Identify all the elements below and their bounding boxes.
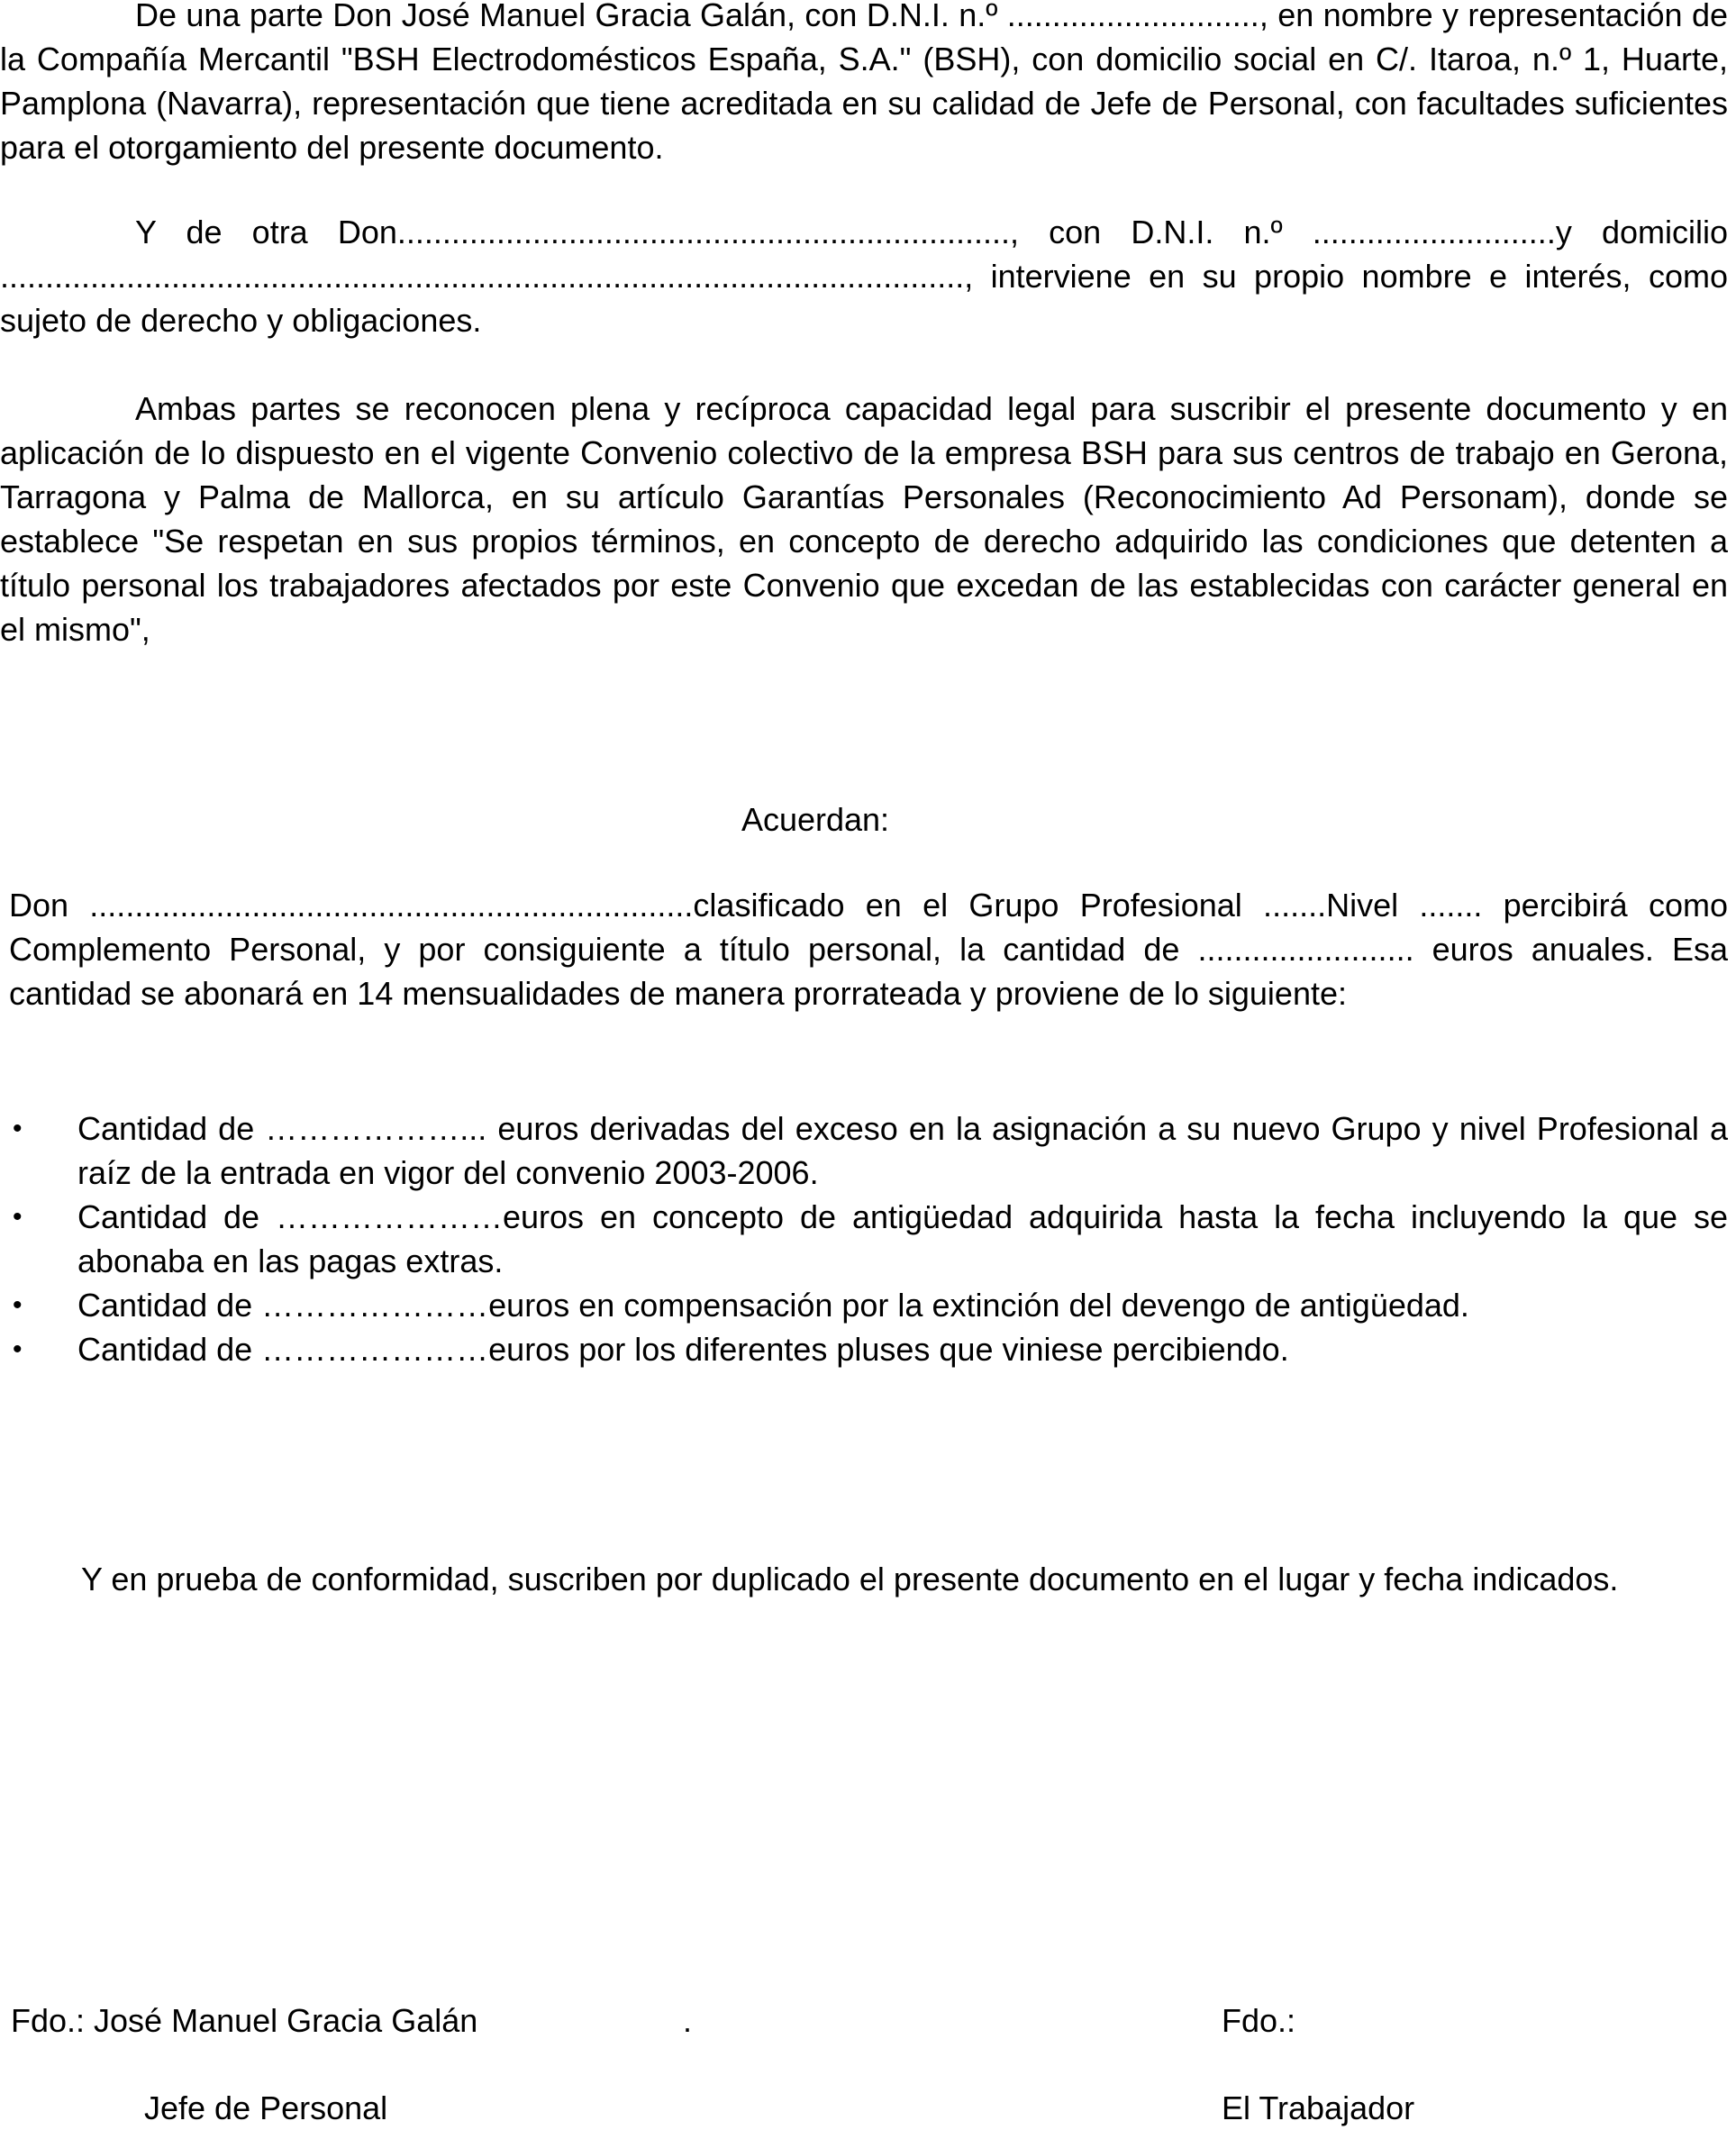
bullet-icon: • xyxy=(13,1334,23,1364)
company-party-paragraph: De una parte Don José Manuel Gracia Galán, con D.N.I. n.º ............................, en nombre y representación de la Compañía Mercantil "BSH Electrodomésticos España, S.A." (BSH), con domicilio social en C/. Itaroa, n.º 1, Huarte, Pamplona (Navarra), representación que tiene acreditada en su calidad de Jefe de Personal, con facultades suficientes para el otorgamiento del presente documento. xyxy=(0,0,1728,166)
bullet-item-bonuses xyxy=(9,1327,1728,1371)
bullet-text: Cantidad de …………………euros en concepto de antigüedad adquirida hasta la fecha incluyendo la que se abonaba en las pagas extras. xyxy=(77,1198,1728,1279)
agreement-body-paragraph: Don ...................................................................clasificado en el Grupo Profesional .......Nivel ....... percibirá como Complemento Personal, y por consiguiente a título personal, la cantidad de ........................ euros anuales. Esa cantidad se abonará en 14 mensualidades de manera prorrateada y proviene de lo siguiente: xyxy=(9,887,1728,1012)
conformity-paragraph: Y en prueba de conformidad, suscriben por duplicado el presente documento en el lugar y fecha indicados. xyxy=(81,1561,1619,1598)
bullet-item-excess xyxy=(9,1106,1728,1195)
signature-worker-label: Fdo.: xyxy=(1222,2002,1296,2039)
bullet-icon: • xyxy=(13,1202,23,1232)
bullet-item-seniority xyxy=(9,1195,1728,1283)
signature-company-title: Jefe de Personal xyxy=(144,2089,388,2126)
worker-party-paragraph: Y de otra Don...................................................................., con D.N.I. n.º ...........................y domicilio ..........................................................................................................., interviene en su propio nombre e interés, como sujeto de derecho y obligaciones. xyxy=(0,214,1728,339)
bullet-icon: • xyxy=(13,1290,23,1320)
bullet-text: Cantidad de …………………euros en compensación por la extinción del devengo de antigüedad. xyxy=(77,1287,1469,1324)
agreement-heading: Acuerdan: xyxy=(741,801,890,838)
bullet-icon: • xyxy=(13,1114,23,1143)
bullet-text: Cantidad de …………………euros por los diferentes pluses que viniese percibiendo. xyxy=(77,1331,1289,1368)
signature-worker-title: El Trabajador xyxy=(1222,2089,1415,2126)
recognition-paragraph: Ambas partes se reconocen plena y recíproca capacidad legal para suscribir el presente documento y en aplicación de lo dispuesto en el vigente Convenio colectivo de la empresa BSH para sus centros de trabajo en Gerona, Tarragona y Palma de Mallorca, en su artículo Garantías Personales (Reconocimiento Ad Personam), donde se establece "Se respetan en sus propios términos, en concepto de derecho adquirido las condiciones que detenten a título personal los trabajadores afectados por este Convenio que excedan de las establecidas con carácter general en el mismo", xyxy=(0,390,1728,648)
amounts-bullet-list xyxy=(9,1106,1728,1371)
bullet-text: Cantidad de ………………... euros derivadas del exceso en la asignación a su nuevo Grupo y nivel Profesional a raíz de la entrada en vigor del convenio 2003-2006. xyxy=(77,1110,1728,1191)
signature-company-name: Fdo.: José Manuel Gracia Galán xyxy=(11,2002,478,2039)
bullet-item-compensation xyxy=(9,1283,1728,1327)
signature-separator: . xyxy=(683,2002,693,2039)
